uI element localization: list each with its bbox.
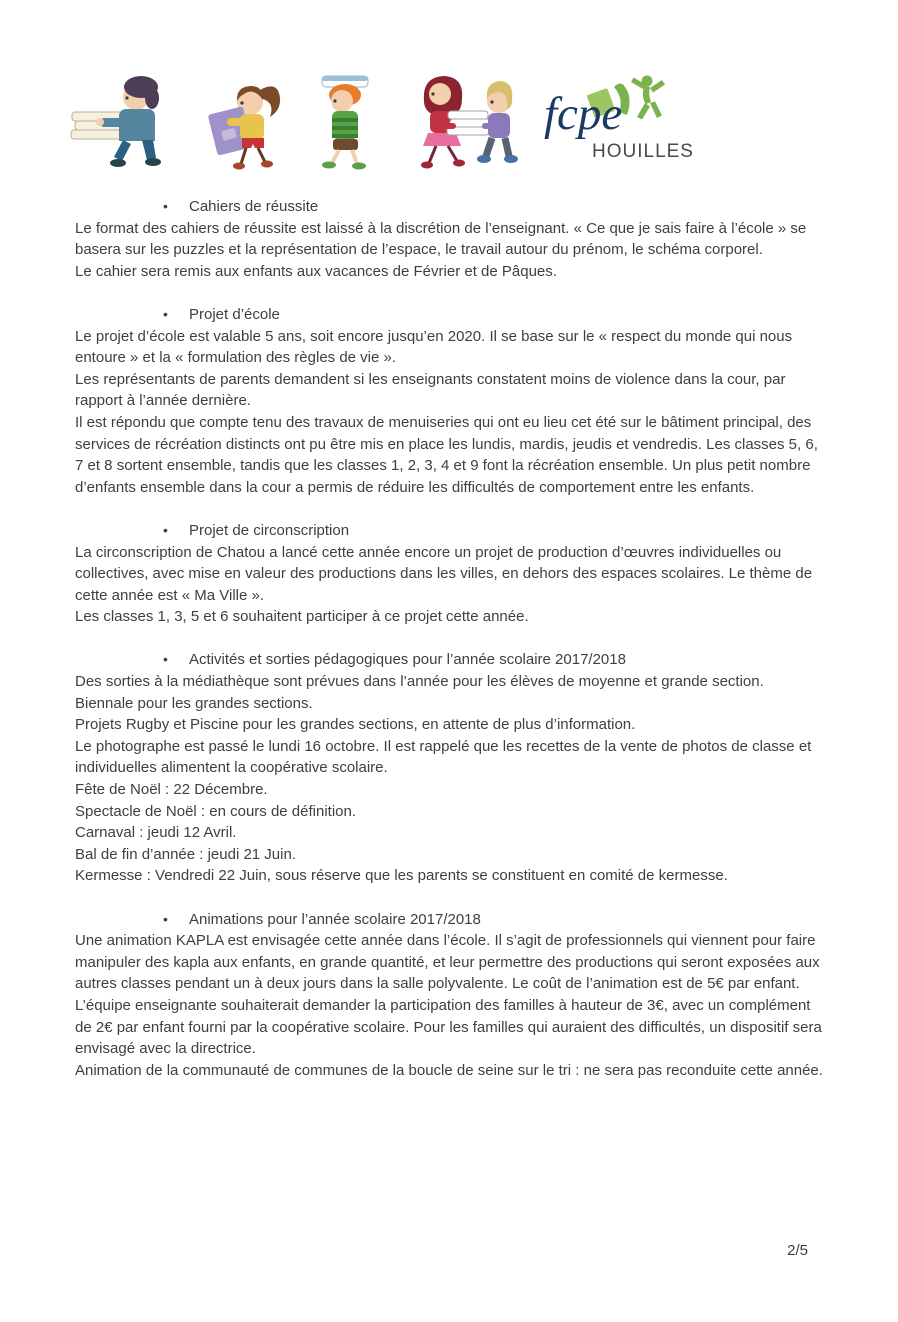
section-title: Activités et sorties pédagogiques pour l’année scolaire 2017/2018 xyxy=(189,651,626,669)
section-title: Cahiers de réussite xyxy=(189,198,319,215)
paragraph: Une animation KAPLA est envisagée cette année dans l’école. Il s’agit de professionnels qui viennent pour faire manipuler des kapla aux enfants, en grande quantité, et leur permettre des productions qui seront exposées aux autres classes pendant un à deux jours dans la salle polyvalente. Le coût de l’animation est de 5€ par enfant. L’équipe enseignante souhaiterait demander la participation des familles à hauteur de 3€, avec un complément de 2€ par enfant fourni par la coopérative scolaire. Pour les familles qui auraient des difficultés, un dispositif sera envisagé avec la directrice. xyxy=(75,932,822,1058)
paragraph: Biennale pour les grandes sections. xyxy=(75,694,313,712)
page-number: 2/5 xyxy=(787,1242,808,1259)
girl-carrying-purple-folder-illustration-icon xyxy=(200,72,288,172)
paragraph: Kermesse : Vendredi 22 Juin, sous réserve que les parents se constituent en comité de kermesse. xyxy=(75,867,728,885)
section-activites-et-sorties xyxy=(75,649,828,887)
paragraph: Carnaval : jeudi 12 Avril. xyxy=(75,824,237,842)
bullet-icon: • xyxy=(163,305,168,322)
paragraph: Le projet d’école est valable 5 ans, soit encore jusqu’en 2020. Il se base sur le « respect du monde qui nous entoure » et la « formulation des règles de vie ». xyxy=(75,327,793,367)
section-heading xyxy=(75,649,828,671)
document-content xyxy=(75,196,828,1103)
boy-carrying-book-stack-illustration-icon xyxy=(70,72,182,172)
paragraph: Les classes 1, 3, 5 et 6 souhaitent participer à ce projet cette année. xyxy=(75,608,529,626)
section-heading xyxy=(75,520,828,542)
paragraph: La circonscription de Chatou a lancé cette année encore un projet de production d’œuvres individuelles ou collectives, avec mise en valeur des productions dans les villes, en dehors des espaces scolaires. Le thème de cette année est « Ma Ville ». xyxy=(75,543,813,604)
section-title: Projet d’école xyxy=(189,305,280,323)
paragraph: Spectacle de Noël : en cours de définition. xyxy=(75,802,357,820)
paragraph: Fête de Noël : 22 Décembre. xyxy=(75,781,268,799)
paragraph: Projets Rugby et Piscine pour les grandes sections, en attente de plus d’information. xyxy=(75,716,636,734)
paragraph: Bal de fin d’année : jeudi 21 Juin. xyxy=(75,845,296,863)
paragraph: Le format des cahiers de réussite est laissé à la discrétion de l’enseignant. « Ce que je sais faire à l’école » se basera sur les puzzles et la représentation de l’espace, le travail autour du prénom, le schéma corporel. xyxy=(75,219,807,259)
boy-balancing-book-on-head-illustration-icon xyxy=(306,72,386,172)
section-projet-de-circonscription xyxy=(75,520,828,628)
section-heading xyxy=(75,196,828,218)
girl-and-boy-carrying-books-illustration-icon xyxy=(404,67,526,172)
section-heading xyxy=(75,304,828,326)
paragraph: Animation de la communauté de communes de la boucle de seine sur le tri : ne sera pas reconduite cette année. xyxy=(75,1061,823,1079)
bullet-icon: • xyxy=(163,910,168,927)
section-heading xyxy=(75,909,828,931)
bullet-icon: • xyxy=(163,651,168,668)
bullet-icon: • xyxy=(163,198,168,214)
logo-city-text: HOUILLES xyxy=(592,141,694,162)
paragraph: Le photographe est passé le lundi 16 octobre. Il est rappelé que les recettes de la vente de photos de classe et individuelles alimentent la coopérative scolaire. xyxy=(75,737,812,777)
section-animations xyxy=(75,909,828,1082)
paragraph: Le cahier sera remis aux enfants aux vacances de Février et de Pâques. xyxy=(75,262,557,280)
paragraph: Il est répondu que compte tenu des travaux de menuiseries qui ont eu lieu cet été sur le bâtiment principal, des services de récréation distincts ont pu être mis en place les lundis, mardis, jeudis et vendredis. Les classes 5, 6, 7 et 8 sortent ensemble, tandis que les classes 1, 2, 3, 4 et 9 font la récréation ensemble. Un plus petit nombre d’enfants ensemble dans la cour a permis de réduire les difficultés de comportement entre les enfants. xyxy=(75,413,818,496)
section-projet-d-ecole xyxy=(75,304,828,498)
paragraph: Des sorties à la médiathèque sont prévues dans l’année pour les élèves de moyenne et grande section. xyxy=(75,673,764,691)
section-title: Animations pour l’année scolaire 2017/2018 xyxy=(189,910,481,928)
paragraph: Les représentants de parents demandent si les enseignants constatent moins de violence dans la cour, par rapport à l’année dernière. xyxy=(75,370,786,410)
bullet-icon: • xyxy=(163,521,168,538)
section-title: Projet de circonscription xyxy=(189,521,350,539)
header-illustrations xyxy=(70,68,694,172)
logo-brand-text: fcpe xyxy=(544,88,623,140)
section-cahiers-de-reussite xyxy=(75,196,828,282)
fcpe-houilles-logo xyxy=(544,77,694,177)
